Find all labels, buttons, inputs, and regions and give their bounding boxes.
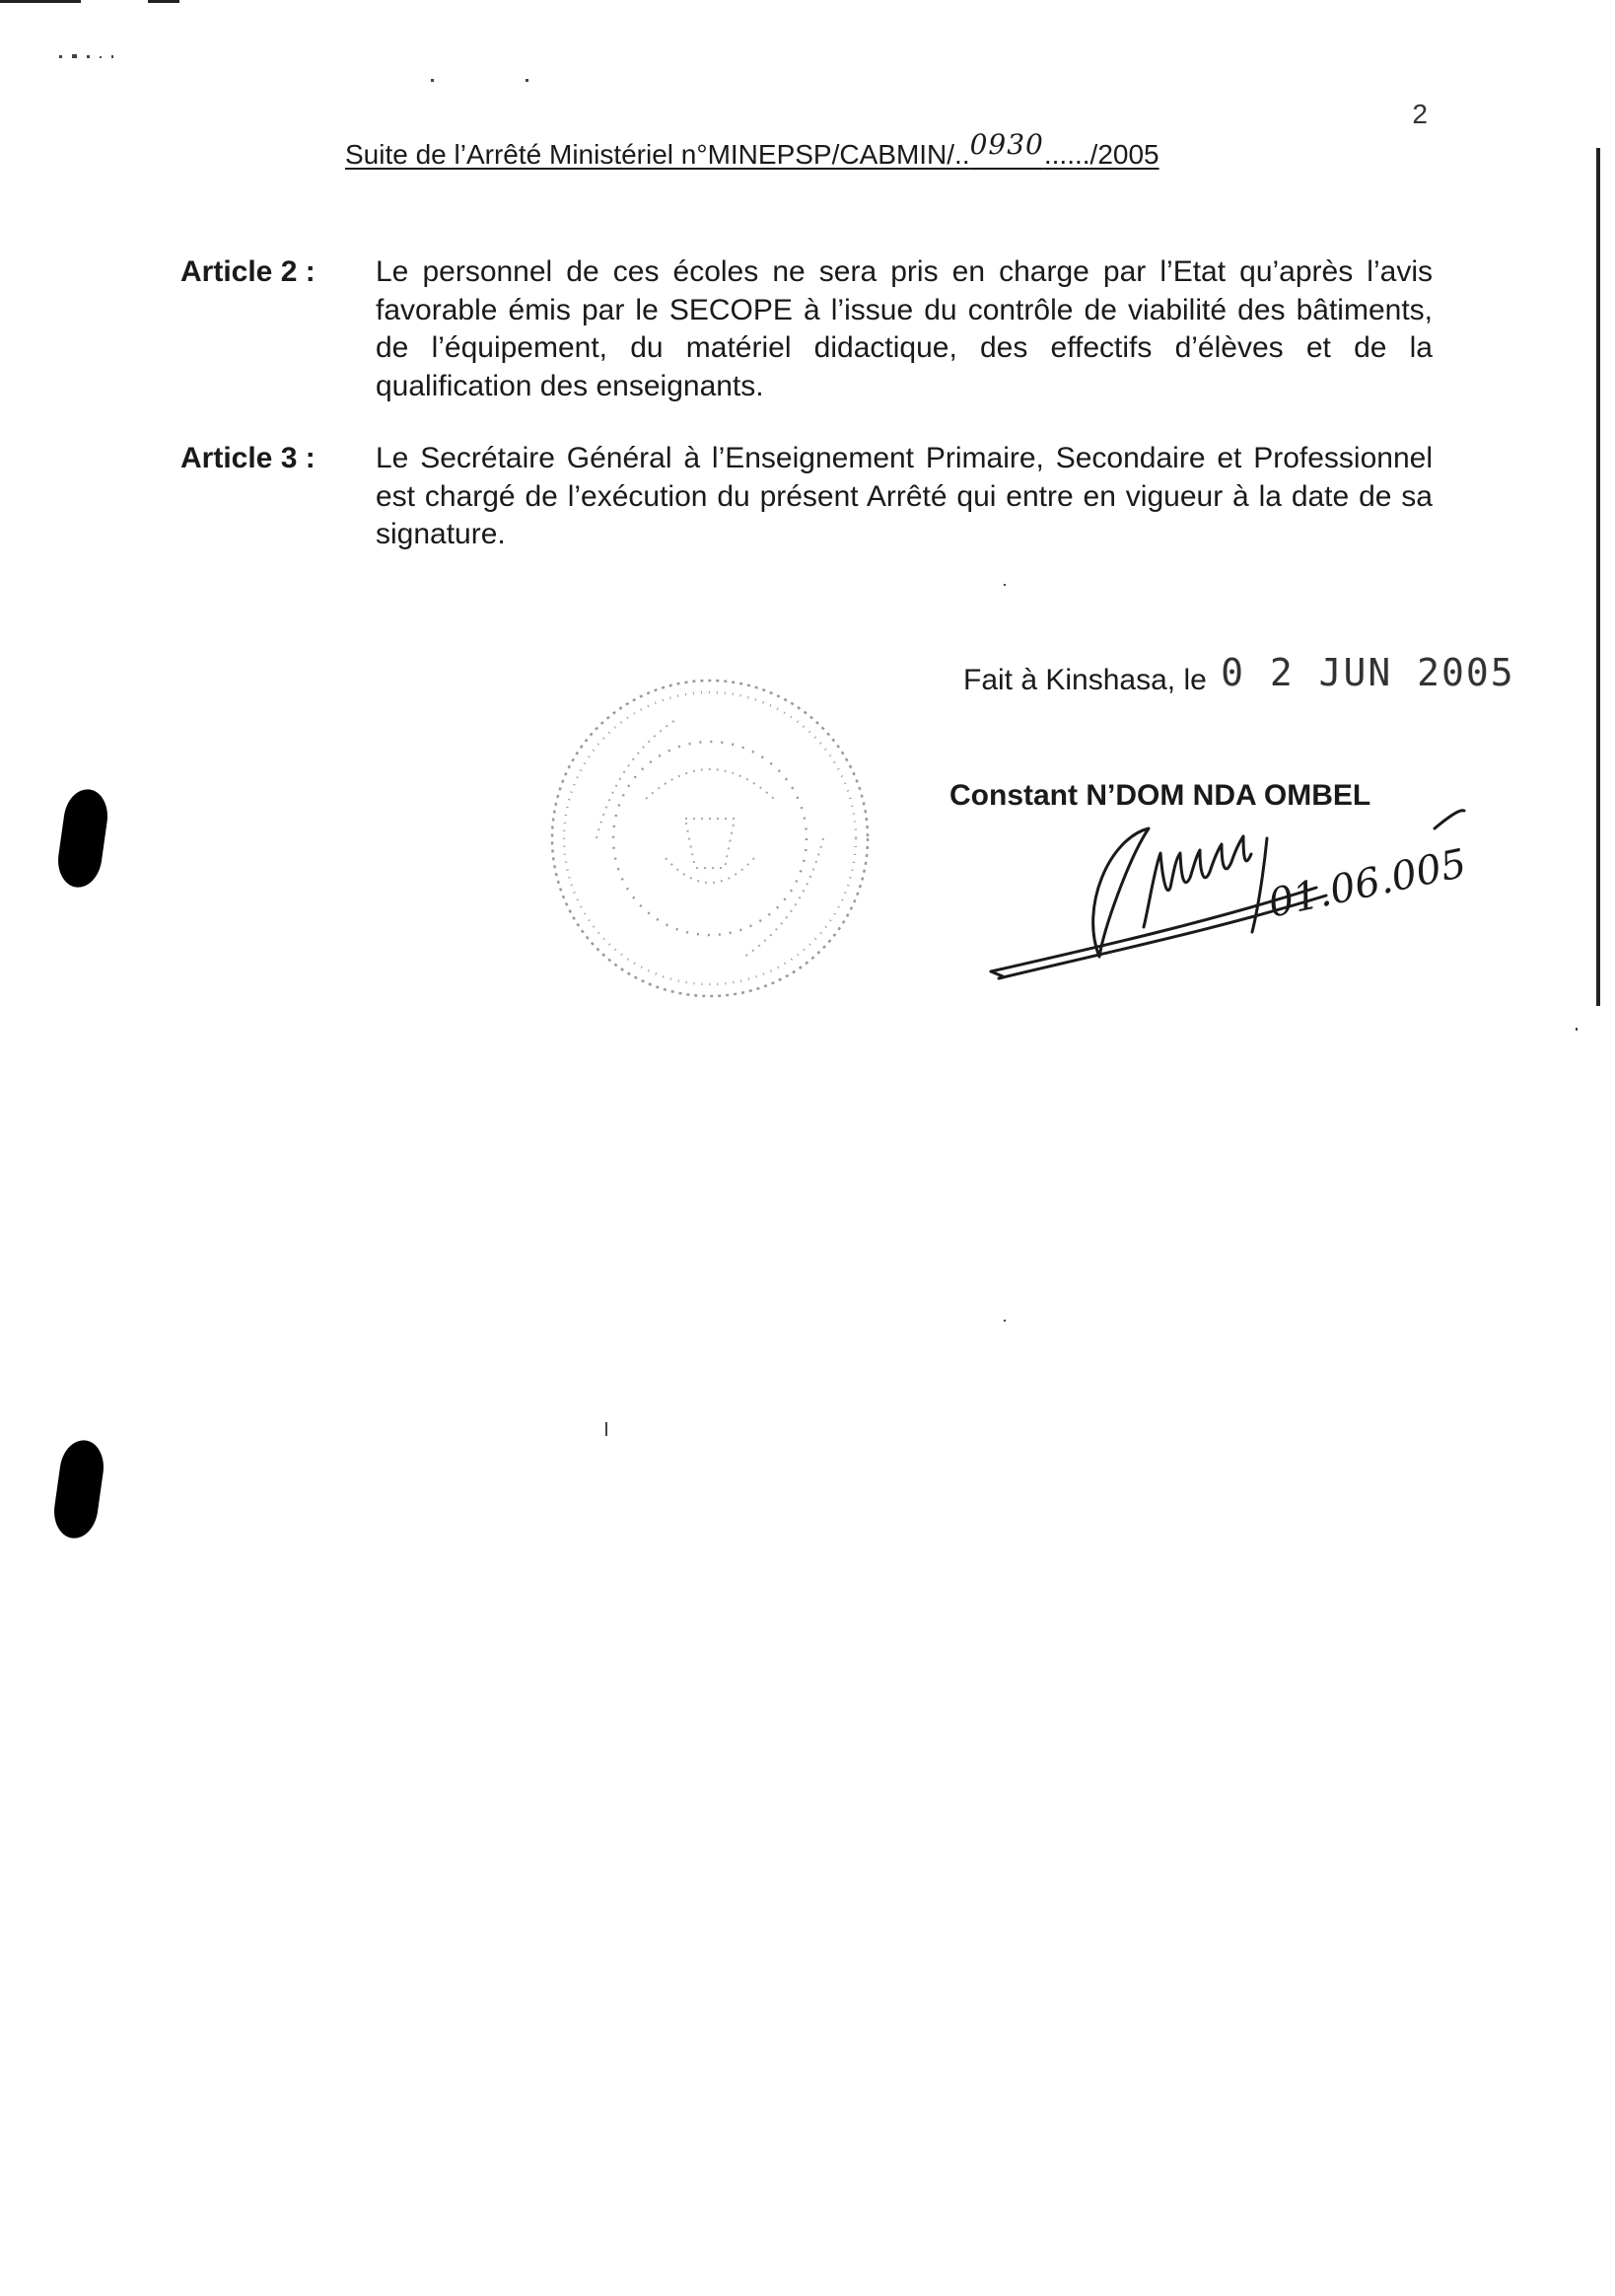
- scan-speck: [526, 79, 528, 82]
- reference-suffix: ....../2005: [1043, 139, 1159, 170]
- article-label: Article 3 :: [180, 442, 316, 474]
- scan-speck: [1004, 584, 1006, 586]
- handwritten-date: [1265, 840, 1471, 926]
- page-number: 2: [1412, 99, 1428, 129]
- margin-rule: [1596, 148, 1600, 1006]
- signing-line: [963, 651, 1515, 698]
- scan-specks: [59, 45, 113, 61]
- scan-speck: [1576, 1028, 1578, 1031]
- punch-hole: [54, 786, 110, 890]
- reference-number: 0930: [969, 128, 1044, 161]
- handwritten-signature-icon: [981, 799, 1474, 996]
- article-text: Le personnel de ces écoles ne sera pris en charge par l’Etat qu’après l’avis favorable émis par le SECOPE à l’issue du contrôle de viabilité des bâtiments, de l’équipement, du matériel didactique, des effectifs d’élèves et de la qualification des enseignants.: [376, 255, 1433, 402]
- scan-speck: [605, 1422, 607, 1436]
- scan-mark: [148, 0, 179, 3]
- official-seal-icon: [537, 671, 882, 1006]
- decree-reference: [345, 128, 1159, 171]
- svg-text:01.06.005: 01.06.005: [1264, 840, 1471, 927]
- article-label: Article 2 :: [180, 255, 316, 288]
- scan-speck: [431, 79, 434, 82]
- scan-speck: [1004, 1320, 1006, 1322]
- scan-mark: [0, 0, 81, 3]
- article-text: Le Secrétaire Général à l’Enseignement Primaire, Secondaire et Professionnel est chargé de l’exécution du présent Arrêté qui entre en vigueur à la date de sa signature.: [376, 442, 1433, 550]
- signatory-name: Constant N’DOM NDA OMBEL: [949, 779, 1371, 812]
- signing-place: Fait à Kinshasa, le: [963, 664, 1207, 696]
- date-stamp: 0 2 JUN 2005: [1221, 651, 1515, 694]
- reference-prefix: Suite de l’Arrêté Ministériel n°MINEPSP/CABMIN/..: [345, 139, 970, 170]
- punch-hole: [50, 1437, 106, 1541]
